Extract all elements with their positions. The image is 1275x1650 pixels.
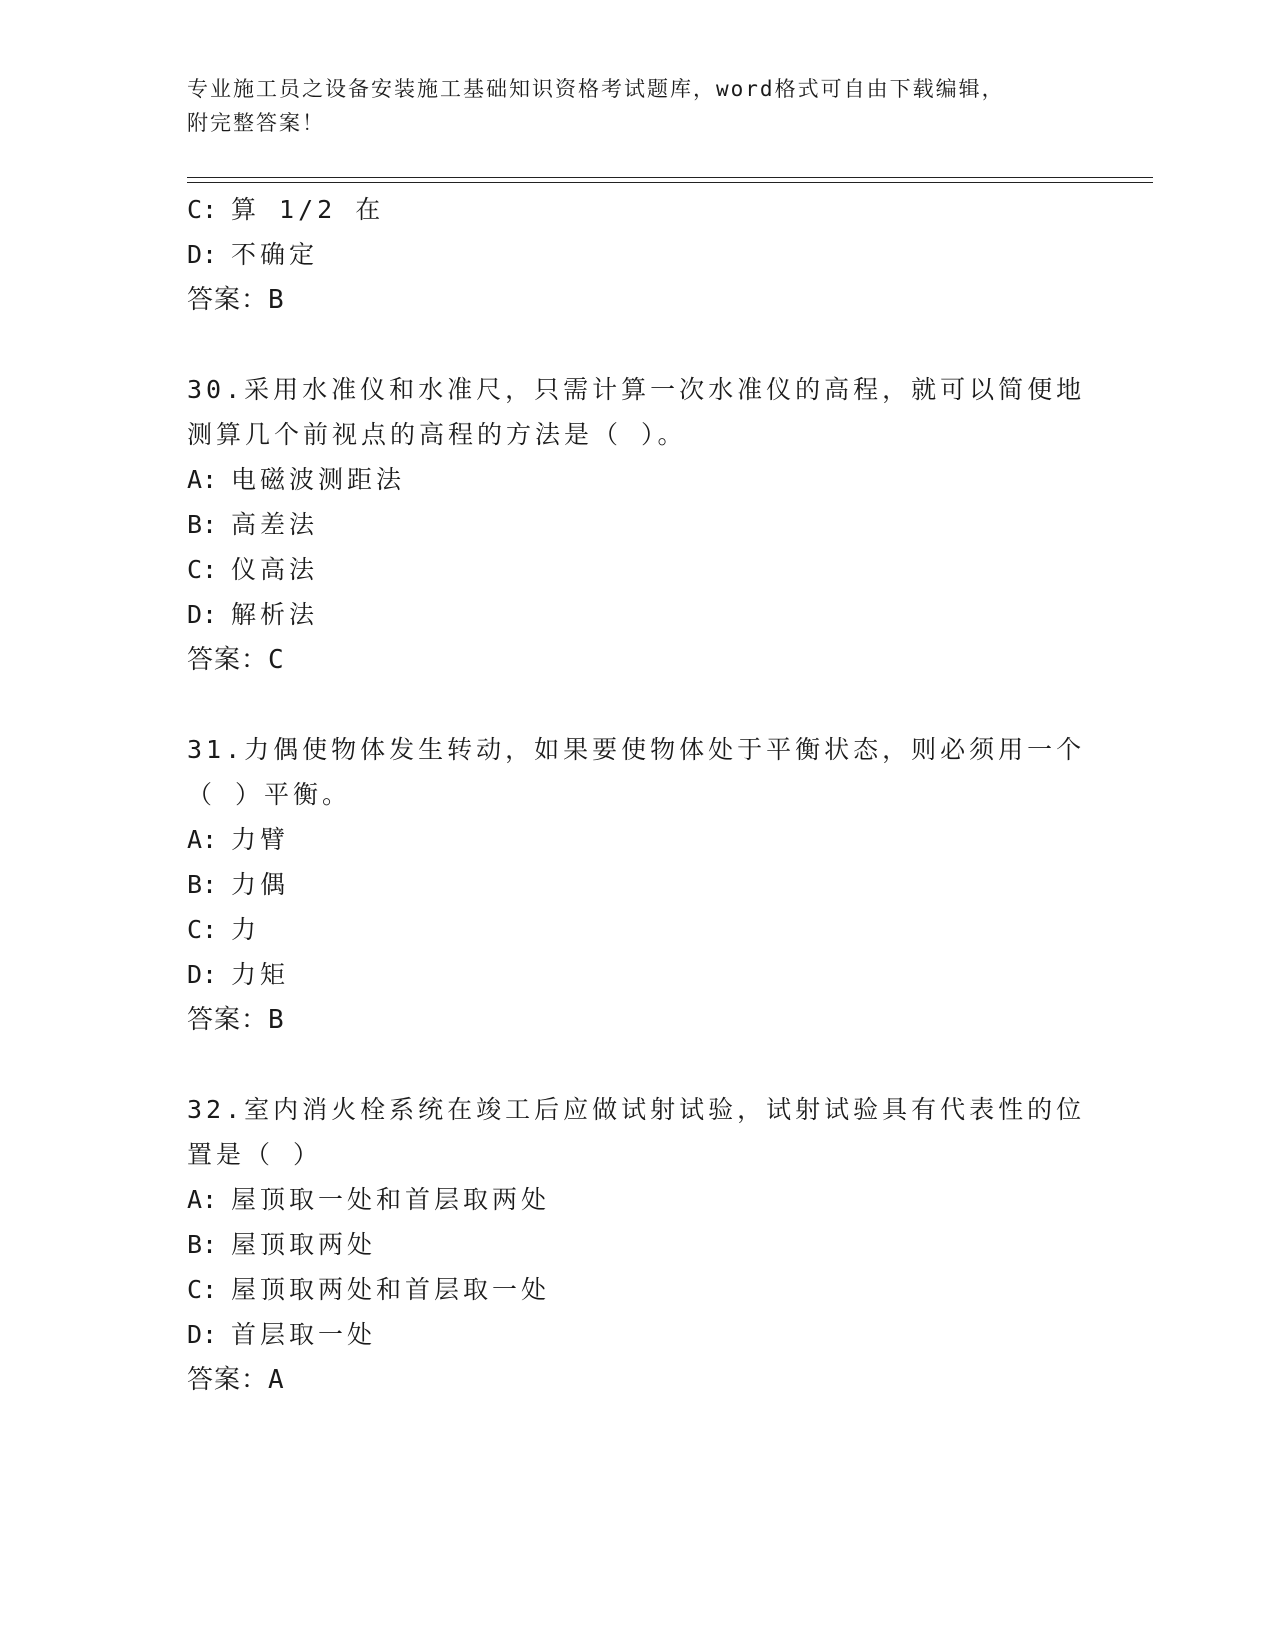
option-row: [187, 915, 260, 945]
option-text: 仪高法: [231, 555, 319, 584]
option-letter: A:: [187, 825, 218, 854]
option-row: [187, 960, 289, 990]
option-row: [187, 1185, 550, 1215]
header-line-2: 附完整答案！: [187, 111, 325, 135]
answer-line: 答案：C: [187, 645, 285, 675]
option-row: [187, 1320, 376, 1350]
question-stem-line: （ ）平衡。: [187, 780, 352, 809]
option-letter: D:: [187, 1320, 218, 1349]
option-text: 屋顶取两处: [231, 1230, 377, 1259]
option-letter: C:: [187, 555, 218, 584]
question-stem-line: 32.室内消火栓系统在竣工后应做试射试验，试射试验具有代表性的位: [187, 1095, 1086, 1124]
header-divider-bottom: [187, 182, 1153, 183]
option-text: 高差法: [231, 510, 319, 539]
option-letter: D:: [187, 240, 218, 269]
option-text: 力偶: [231, 870, 290, 899]
answer-line: 答案：A: [187, 1365, 285, 1395]
option-row: [187, 555, 318, 585]
option-row: [187, 870, 289, 900]
option-row: [187, 600, 318, 630]
option-text: 力: [231, 915, 261, 944]
option-letter: B:: [187, 510, 218, 539]
option-letter: C:: [187, 915, 218, 944]
option-text: 力臂: [231, 825, 290, 854]
question-stem-line: 测算几个前视点的高程的方法是（ ）。: [187, 420, 687, 449]
question-stem-line: 30.采用水准仪和水准尺，只需计算一次水准仪的高程，就可以简便地: [187, 375, 1086, 404]
option-letter: B:: [187, 870, 218, 899]
option-text: 电磁波测距法: [231, 465, 406, 494]
option-text: 力矩: [231, 960, 290, 989]
option-row: [187, 1275, 550, 1305]
option-letter: B:: [187, 1230, 218, 1259]
option-letter: C:: [187, 1275, 218, 1304]
option-text: 首层取一处: [231, 1320, 377, 1349]
question-stem-line: 置是（ ）: [187, 1140, 323, 1169]
option-text: 解析法: [231, 600, 319, 629]
header-line-1: 专业施工员之设备安装施工基础知识资格考试题库，word格式可自由下载编辑，: [187, 77, 1005, 101]
option-text: 屋顶取两处和首层取一处: [231, 1275, 551, 1304]
option-row: [187, 510, 318, 540]
option-row: [187, 1230, 376, 1260]
question-stem-line: 31.力偶使物体发生转动，如果要使物体处于平衡状态，则必须用一个: [187, 735, 1086, 764]
option-letter: D:: [187, 600, 218, 629]
option-text: 算 1/2 在: [231, 195, 385, 224]
option-letter: A:: [187, 1185, 218, 1214]
header-divider-top: [187, 177, 1153, 178]
option-row: [187, 195, 384, 225]
answer-line: 答案：B: [187, 1005, 285, 1035]
document-header: [187, 72, 1077, 140]
option-row: [187, 240, 318, 270]
option-letter: D:: [187, 960, 218, 989]
option-row: [187, 825, 289, 855]
option-row: [187, 465, 405, 495]
option-text: 不确定: [231, 240, 319, 269]
answer-line: 答案：B: [187, 285, 285, 315]
option-letter: A:: [187, 465, 218, 494]
option-text: 屋顶取一处和首层取两处: [231, 1185, 551, 1214]
option-letter: C:: [187, 195, 218, 224]
